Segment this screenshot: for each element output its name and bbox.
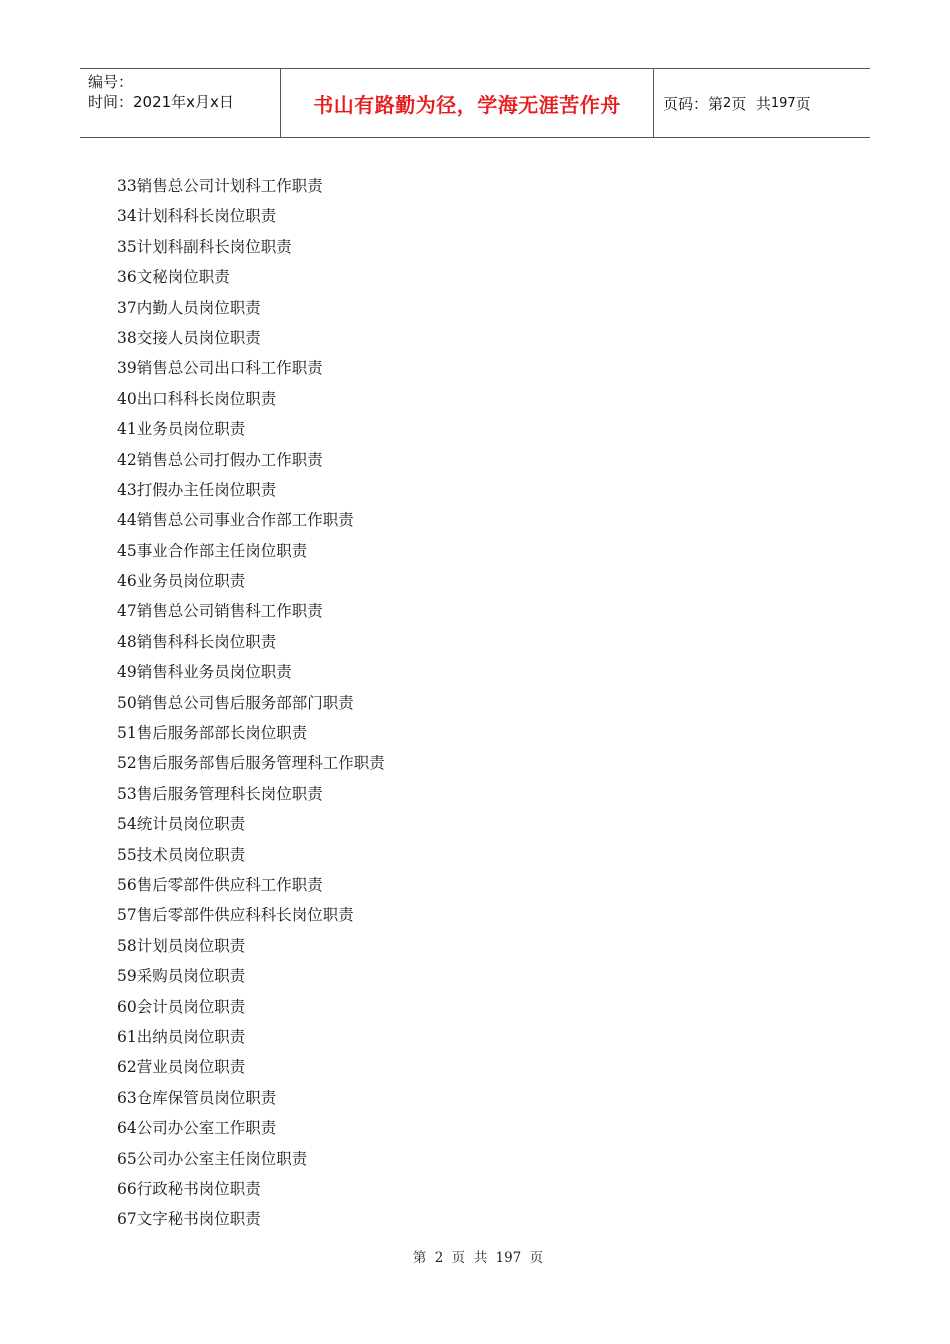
toc-item: 60会计员岗位职责 (117, 997, 246, 1016)
toc-item: 53售后服务管理科长岗位职责 (117, 784, 323, 803)
toc-item: 57售后零部件供应科科长岗位职责 (117, 906, 354, 925)
footer-prefix: 第 (412, 1250, 427, 1266)
toc-item: 35计划科副科长岗位职责 (117, 237, 292, 256)
footer-suffix: 页 (529, 1250, 544, 1266)
time-label: 时间：2021年x月x日 (88, 93, 234, 111)
toc-item: 38交接人员岗位职责 (117, 328, 261, 347)
page-total: 197 (770, 95, 796, 111)
toc-list (117, 171, 385, 1235)
footer-mid: 页 共 (451, 1250, 488, 1266)
toc-item: 51售后服务部部长岗位职责 (117, 724, 308, 743)
toc-item: 54统计员岗位职责 (117, 815, 246, 834)
page-header (80, 68, 870, 138)
toc-item: 46业务员岗位职责 (117, 572, 246, 591)
toc-item: 44销售总公司事业合作部工作职责 (117, 511, 354, 530)
toc-item: 62营业员岗位职责 (117, 1058, 246, 1077)
toc-item: 42销售总公司打假办工作职责 (117, 450, 323, 469)
toc-item: 64公司办公室工作职责 (117, 1119, 277, 1138)
toc-item: 55技术员岗位职责 (117, 845, 246, 864)
header-info-cell (80, 69, 281, 137)
toc-item: 61出纳员岗位职责 (117, 1027, 246, 1046)
toc-item: 37内勤人员岗位职责 (117, 298, 261, 317)
toc-item: 33销售总公司计划科工作职责 (117, 177, 323, 195)
footer-current: 2 (434, 1250, 444, 1266)
footer-total: 197 (495, 1250, 522, 1266)
toc-item: 52售后服务部售后服务管理科工作职责 (117, 754, 385, 773)
toc-item: 59采购员岗位职责 (117, 967, 246, 986)
toc-item: 67文字秘书岗位职责 (117, 1210, 261, 1229)
toc-item: 43打假办主任岗位职责 (117, 480, 277, 499)
toc-item: 58计划员岗位职责 (117, 936, 246, 955)
toc-item: 41业务员岗位职责 (117, 420, 246, 439)
toc-item: 45事业合作部主任岗位职责 (117, 541, 308, 560)
header-slogan: 书山有路勤为径，学海无涯苦作舟 (281, 69, 654, 137)
page-current: 2 (723, 95, 732, 111)
page-footer (0, 1246, 950, 1266)
page-mid: 页 共 (731, 94, 771, 113)
toc-item: 39销售总公司出口科工作职责 (117, 359, 323, 378)
toc-item: 66行政秘书岗位职责 (117, 1179, 261, 1198)
toc-item: 40出口科科长岗位职责 (117, 389, 277, 408)
toc-item: 47销售总公司销售科工作职责 (117, 602, 323, 621)
toc-item: 56售后零部件供应科工作职责 (117, 875, 323, 894)
toc-item: 50销售总公司售后服务部部门职责 (117, 693, 354, 712)
number-label: 编号： (88, 73, 134, 91)
toc-item: 34计划科科长岗位职责 (117, 207, 277, 226)
toc-item: 49销售科业务员岗位职责 (117, 663, 292, 682)
page-suffix: 页 (795, 94, 811, 113)
toc-item: 36文秘岗位职责 (117, 268, 230, 287)
toc-item: 65公司办公室主任岗位职责 (117, 1149, 308, 1168)
page-prefix: 页码：第 (663, 94, 724, 113)
toc-item: 48销售科科长岗位职责 (117, 632, 277, 651)
header-page-indicator (654, 69, 870, 137)
toc-item: 63仓库保管员岗位职责 (117, 1088, 277, 1107)
